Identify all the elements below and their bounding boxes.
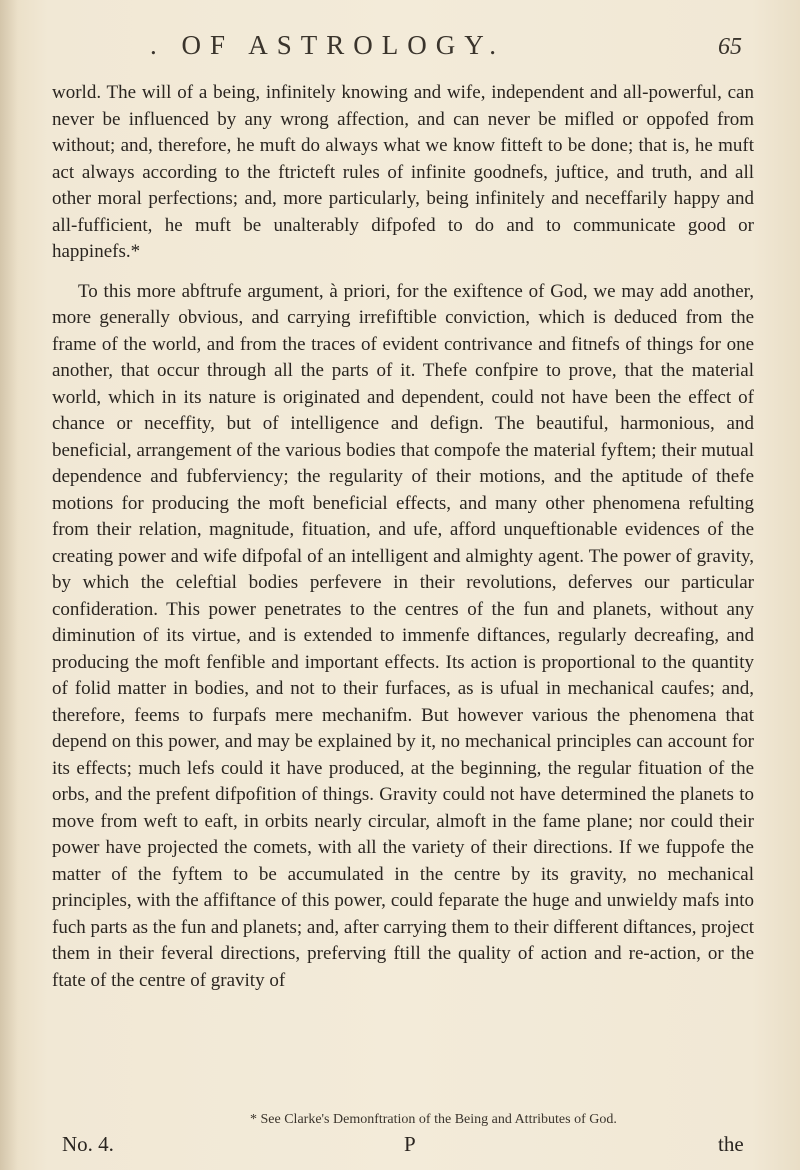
- catchword: the: [718, 1132, 744, 1156]
- page-number: 65: [718, 34, 742, 60]
- signature-line: [0, 1132, 800, 1162]
- issue-number: No. 4.: [62, 1132, 114, 1156]
- body-text: [52, 80, 754, 994]
- footnote: * See Clarke's Demonftration of the Being and Attributes of God.: [250, 1112, 617, 1127]
- running-head: [0, 30, 800, 70]
- paragraph-2: To this more abftrufe argument, à priori, for the exiftence of God, we may add another, more generally obvious, and carrying irrefiftible conviction, which is deduced from the frame of the world, and from the traces of evident contrivance and fitnefs of things for one another, that occur through all the parts of it. Thefe confpire to prove, that the material world, which in its nature is originated and dependent, could not have been the effect of chance or neceffity, but of intelligence and defign. The beautiful, harmonious, and beneficial, arrangement of the various bodies that compofe the material fyftem; their mutual dependence and fubferviency; the regularity of their motions, and the aptitude of thefe motions for producing the moft beneficial effects, and many other phenomena refulting from their relation, magnitude, fituation, and ufe, afford unqueftionable evidences of the creating power and wife difpofal of an intelligent and almighty agent. The power of gravity, by which the celeftial bodies perfevere in their revolutions, deferves our particular confideration. This power penetrates to the centres of the fun and planets, without any diminution of its virtue, and is extended to immenfe diftances, regularly decreafing, and producing the moft fenfible and important effects. Its action is proportional to the quantity of folid matter in bodies, and not to their furfaces, as is ufual in mechanical caufes; and, therefore, feems to furpafs mere mechanifm. But however various the phenomena that depend on this power, and may be explained by it, no mechanical principles can account for its effects; much lefs could it have produced, at the beginning, the regular fituation of the orbs, and the prefent difpofition of things. Gravity could not have determined the planets to move from weft to eaft, in orbits nearly circular, almoft in the fame plane; nor could their power have projected the comets, with all the variety of their directions. If we fuppofe the matter of the fyftem to be accumulated in the centre by its gravity, no mechanical principles, with the affiftance of this power, could feparate the huge and unwieldy mafs into fuch parts as the fun and planets; and, after carrying them to their different diftances, project them in their feveral directions, preferving ftill the quality of action and re-action, or the ftate of the centre of gravity of: [52, 280, 754, 991]
- paragraph-1: world. The will of a being, infinitely knowing and wife, independent and all-powerful, can never be influenced by any wrong affection, and can never be mifled or oppofed from without; and, therefore, he muft do always what we know fitteft to be done; that is, he muft act always according to the ftricteft rules of infinite goodnefs, juftice, and truth, and all other moral perfections; and, more particularly, being infinitely and neceffarily happy and all-fufficient, he muft be unalterably difpofed to do and to communicate good or happinefs.*: [52, 82, 754, 262]
- page-gutter-shadow: [0, 0, 18, 1170]
- signature-mark: P: [404, 1132, 416, 1156]
- running-title: . OF ASTROLOGY.: [150, 30, 506, 60]
